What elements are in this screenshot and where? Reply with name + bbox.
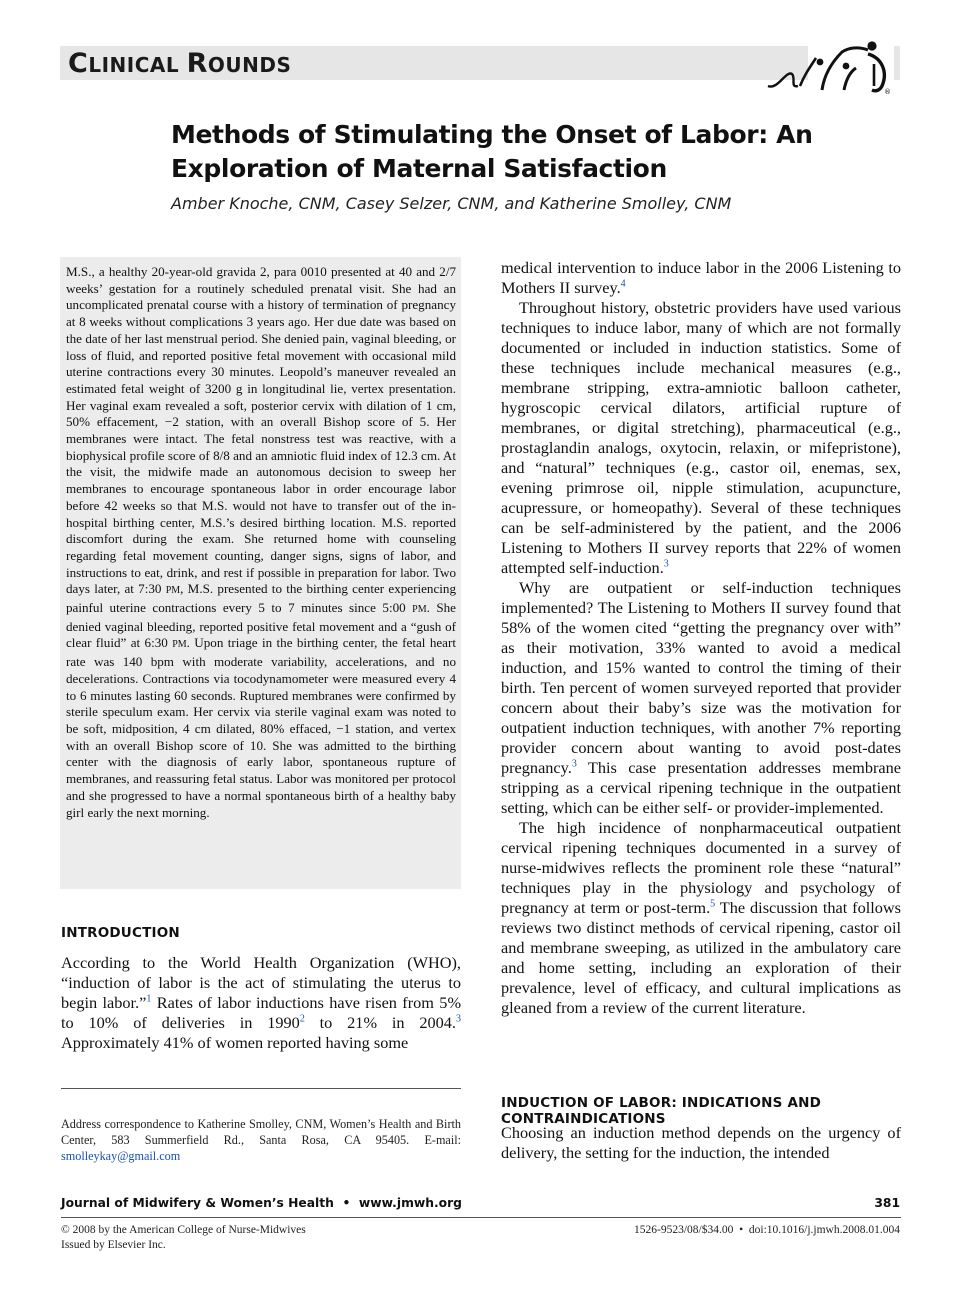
paragraph: Why are outpatient or self-induction techniques implemented? The Listening to Mothers II survey found that 58% of the women cited “getting the pregnancy over with” as their motivation, 33% wanted to avoid a medical induction, and 15% wanted to control the timing of their birth. Ten percent of women surveyed reported that provider concern about their baby’s size was the motivation for outpatient induction techniques, with another 7% reporting provider concern about wanting to avoid post-dates pregnancy.$^3$ This case presentation addresses membrane stripping as a cervical ripening technique in the outpatient setting, which can be either self- or provider-implemented. <box>501 578 901 817</box>
bullet-separator: • <box>342 1196 351 1210</box>
section-title-rest-1: LINICAL <box>88 53 187 77</box>
paragraph: medical intervention to induce labor in the 2006 Listening to Mothers II survey.$^4$ <box>501 258 901 297</box>
reference-link[interactable]: 4 <box>620 278 626 290</box>
issn-price: 1526-9523/08/$34.00 <box>634 1224 734 1236</box>
acnm-figures-logo-icon <box>764 40 894 96</box>
copyright-notice: © 2008 by the American College of Nurse-Midwives Issued by Elsevier Inc. <box>61 1224 306 1251</box>
reference-link[interactable]: 3 <box>456 1013 461 1025</box>
registered-mark: ® <box>884 88 891 96</box>
footnote-divider <box>61 1088 461 1089</box>
section-title-rest-2: OUNDS <box>207 53 292 77</box>
journal-name: Journal of Midwifery & Women’s Health <box>61 1196 334 1210</box>
introduction-paragraph: According to the World Health Organization (WHO), “induction of labor is the act of stimulating the uterus to begin labor.”$^1$ Rates of labor inductions have risen from 5% to 10% of deliveries in 1990$^2$ to 21% in 2004.$^3$ Approximately 41% of women reported having some <box>61 953 462 1052</box>
reference-link[interactable]: 3 <box>571 758 577 770</box>
reference-link[interactable]: 2 <box>299 1013 305 1025</box>
doi-line <box>634 1223 900 1238</box>
induction-paragraph: Choosing an induction method depends on the urgency of delivery, the setting for the induction, the intended <box>501 1123 901 1162</box>
paragraph: The high incidence of nonpharmaceutical outpatient cervical ripening techniques documented in a survey of nurse-midwives reflects the prominent role these “natural” techniques play in the physiology and psychology of pregnancy at term or post-term.$^5$ The discussion that follows reviews two distinct methods of cervical ripening, castor oil and membrane sweeping, as utilized in the ambulatory care and home setting, including an exploration of their prevalence, level of efficacy, and cultural implications as gleaned from a review of the current literature. <box>501 818 902 1017</box>
reference-link[interactable]: 1 <box>146 993 152 1005</box>
correspondence-address: Address correspondence to Katherine Smolley, CNM, Women’s Health and Birth Center, 583 Summerfield Rd., Santa Rosa, CA 95405. E-mail: smolleykay@gmail.com <box>61 1117 461 1163</box>
introduction-heading: INTRODUCTION <box>61 925 180 941</box>
section-title <box>68 48 291 79</box>
reference-link[interactable]: 5 <box>710 898 716 910</box>
right-column-text <box>501 258 901 1018</box>
paragraph: Throughout history, obstetric providers have used various techniques to induce labor, many of which are not formally documented or included in induction statistics. Some of these techniques include mechanical measures (e.g., membrane stripping, extra-amniotic balloon catheter, hygroscopic cervical dilators, artificial rupture of membranes, or digital stretching), pharmaceutical (e.g., prostaglandin analogs, oxytocin, relaxin, or mifepristone), and “natural” techniques (e.g., castor oil, enemas, sex, evening primrose oil, nipple stimulation, acupuncture, acupressure, or homeopathy). Several of these techniques can be self-administered by the patient, and the 2006 Listening to Mothers II survey reports that 22% of women attempted self-induction.$^3$ <box>501 298 901 577</box>
bullet-separator: • <box>739 1224 744 1236</box>
footer-divider <box>61 1217 901 1218</box>
induction-heading: INDUCTION OF LABOR: INDICATIONS AND CONTRAINDICATIONS <box>501 1095 822 1127</box>
correspondence-email-link[interactable]: smolleykay@gmail.com <box>61 1149 181 1163</box>
case-presentation-text: M.S., a healthy 20-year-old gravida 2, para 0010 presented at 40 and 2/7 weeks’ gestation for a routinely scheduled prenatal visit. She had an uncomplicated prenatal course with a history of termination of pregnancy at 8 weeks without complications 3 years ago. Her due date was based on the date of her last menstrual period. She denied pain, vaginal bleeding, or loss of fluid, and reported positive fetal movement with occasional mild uterine contractions every 30 minutes. Leopold’s maneuver revealed an estimated fetal weight of 3200 g in longitudinal lie, vertex presentation. Her vaginal exam revealed a soft, posterior cervix with dilation of 1 cm, 50% effacement, −2 station, with an overall Bishop score of 5. Her membranes were intact. The fetal nonstress test was reactive, with a biophysical profile score of 8/8 and an amniotic fluid index of 12.3 cm. At the visit, the midwife made an autonomous decision to sweep her membranes to encourage spontaneous labor in order encourage labor before 42 weeks so that M.S. would not have to transfer out of the in-hospital birthing center, M.S.’s desired birthing location. M.S. reported discomfort during the exam. She returned home with counseling regarding fetal movement counting, danger signs, signs of labor, and instructions to eat, drink, and rest if possible in preparation for labor. Two days later, at 7:30 PM, M.S. presented to the birthing center experiencing painful uterine contractions every 5 to 7 minutes since 5:00 PM. She denied vaginal bleeding, reported positive fetal movement and a “gush of clear fluid” at 6:30 PM. Upon triage in the birthing center, the fetal heart rate was 140 bpm with moderate variability, accelerations, and no decelerations. Contractions via tocodynamometer were measured every 4 to 6 minutes lasting 60 seconds. Ruptured membranes were confirmed by sterile speculum exam. Her cervix via sterile vaginal exam was noted to be soft, midposition, 4 cm dilated, 80% effaced, −1 station, and vertex with an overall Bishop score of 10. She was admitted to the birthing center with the diagnosis of early labor, spontaneous rupture of membranes, and reassuring fetal status. Labor was monitored per protocol and she progressed to have a normal spontaneous birth of a healthy baby girl early the next morning. <box>66 264 457 820</box>
doi-link[interactable]: doi:10.1016/j.jmwh.2008.01.004 <box>748 1224 900 1236</box>
article-title: Methods of Stimulating the Onset of Labor: An Exploration of Maternal Satisfaction <box>171 120 813 183</box>
section-title-initial-1: C <box>68 48 89 79</box>
journal-footer <box>61 1196 462 1210</box>
case-presentation-box <box>60 257 461 889</box>
journal-website-link[interactable]: www.jmwh.org <box>358 1196 462 1210</box>
reference-link[interactable]: 3 <box>663 558 669 570</box>
page-number: 381 <box>874 1196 900 1210</box>
section-title-initial-2: R <box>186 48 208 79</box>
article-authors: Amber Knoche, CNM, Casey Selzer, CNM, and Katherine Smolley, CNM <box>171 194 732 213</box>
